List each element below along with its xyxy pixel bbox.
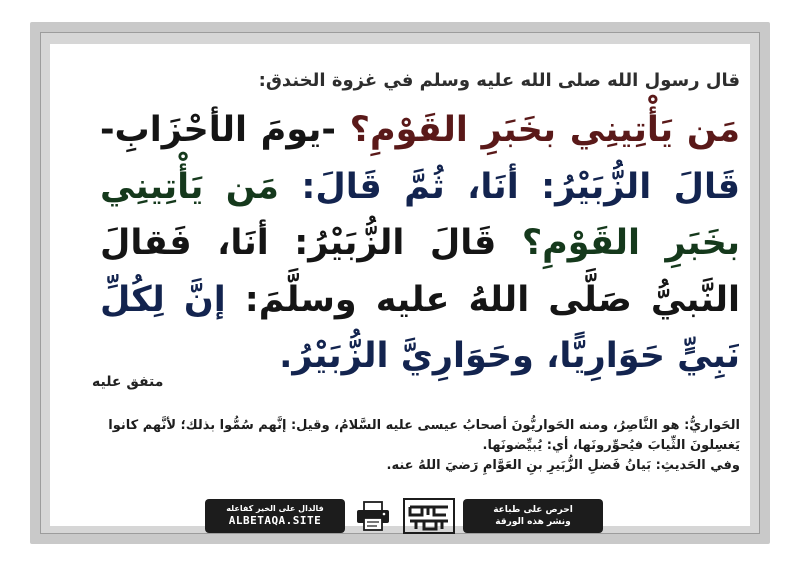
print-note-badge bbox=[463, 499, 603, 533]
print-note-line-1: احرص على طباعة bbox=[493, 505, 573, 515]
print-note-line-2: ونشر هذه الورقة bbox=[495, 517, 571, 527]
hadith-zubair-reply-1: قَالَ الزُّبَيْرُ: أنَا، ثُمَّ قَالَ: bbox=[278, 166, 740, 207]
site-url[interactable]: ALBETAQA.SITE bbox=[228, 514, 322, 527]
hadith-day-note: -يومَ الأحْزَابِ- bbox=[100, 110, 350, 150]
note-line-2: وفي الحَديثِ: بَيانُ فَضلِ الزُّبَيرِ بنِ العَوَّامِ رَضيَ اللهُ عنه. bbox=[386, 458, 740, 473]
hadith-zubair-reply-2: قَالَ الزُّبَيْرُ: أنَا، فَقالَ النَّبيُّ صَلَّى اللهُ عليه وسلَّمَ: bbox=[100, 223, 740, 320]
hadith-question-1: مَن يَأْتِينِي بخَبَرِ القَوْمِ؟ bbox=[349, 110, 740, 150]
explanation-notes bbox=[100, 416, 740, 476]
site-tagline: فالدال على الخير كفاعله bbox=[226, 504, 324, 513]
printer-icon bbox=[351, 499, 395, 533]
hadith-prophet-saying: إنَّ لِكُلِّ نَبِيٍّ حَوَارِيًّا، وحَوَارِيَّ الزُّبَيْرُ. bbox=[100, 279, 740, 376]
intro-text: قال رسول الله صلى الله عليه وسلم في غزوة الخندق: bbox=[258, 70, 740, 91]
source-label: متفق عليه bbox=[92, 374, 164, 390]
site-badge[interactable] bbox=[205, 499, 345, 533]
hadith-question-2: مَن يَأْتِينِي بخَبَرِ القَوْمِ؟ bbox=[100, 166, 740, 263]
hadith-text bbox=[100, 102, 740, 385]
footer-bar bbox=[205, 496, 607, 536]
note-line-1: الحَواريُّ: هو النَّاصِرُ، ومنه الحَواريُّونَ أصحابُ عيسى عليه السَّلامُ، وقيل: إنَّهم سُمُّوا بذلك؛ لأنَّهم كانوا يَغسِلونَ الثِّيابَ فيُحوِّرونَها، أي: يُبيِّضونَها. bbox=[108, 418, 740, 453]
albetaqa-logo bbox=[401, 497, 457, 535]
